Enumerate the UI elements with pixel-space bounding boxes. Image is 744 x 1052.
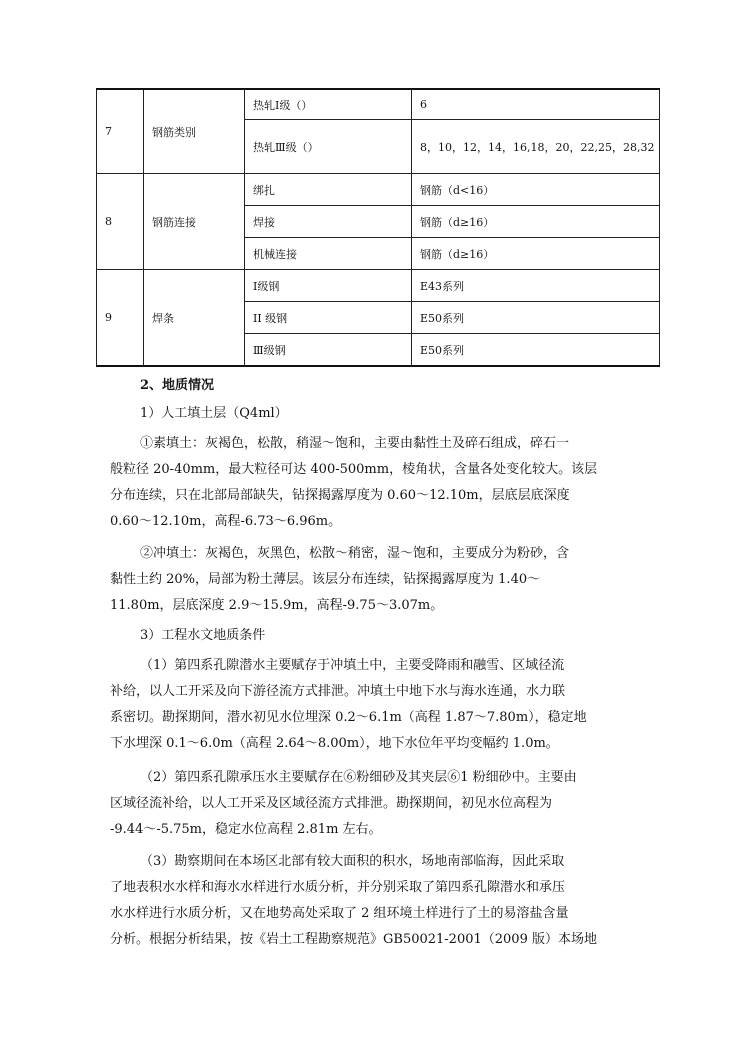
item-name: 热轧Ⅰ级（）	[245, 89, 412, 120]
item-value: 8，10，12，14，16,18，20，22,25，28,32	[412, 120, 660, 174]
paragraph-line: 分布连续，只在北部局部缺失，钻探揭露厚度为 0.60～12.10m，层底层底深度	[110, 488, 570, 503]
item-value: 6	[412, 89, 660, 120]
material-spec-table	[96, 88, 660, 367]
item-name: II 级钢	[245, 302, 412, 334]
section-title: 2、地质情况	[140, 378, 215, 393]
table-row	[97, 174, 660, 206]
subsection-title: 3）工程水文地质条件	[140, 628, 266, 643]
paragraph-line: ②冲填土：灰褐色，灰黑色，松散～稍密，湿～饱和，主要成分为粉砂，含	[140, 546, 570, 561]
item-name: 焊接	[245, 206, 412, 238]
paragraph-line: 水水样进行水质分析，又在地势高处采取了 2 组环境土样进行了土的易溶盐含量	[110, 906, 569, 921]
row-number: 7	[97, 89, 144, 174]
paragraph-line: （1）第四系孔隙潜水主要赋存于冲填土中，主要受降雨和融雪、区域径流	[140, 658, 565, 673]
paragraph-line: （2）第四系孔隙承压水主要赋存在⑥粉细砂及其夹层⑥1 粉细砂中。主要由	[140, 770, 577, 785]
row-category: 钢筋类别	[144, 89, 245, 174]
row-category: 钢筋连接	[144, 174, 245, 270]
paragraph-line: 0.60～12.10m，高程-6.73～6.96m。	[110, 514, 342, 529]
row-category: 焊条	[144, 270, 245, 367]
paragraph-line: -9.44～-5.75m，稳定水位高程 2.81m 左右。	[110, 822, 382, 837]
item-name: Ⅲ级钢	[245, 334, 412, 367]
item-name: Ⅰ级钢	[245, 270, 412, 302]
table-row	[97, 89, 660, 120]
table-row	[97, 270, 660, 302]
item-name: 绑扎	[245, 174, 412, 206]
subsection-title: 1）人工填土层（Q4ml）	[140, 406, 288, 421]
paragraph-line: （3）勘察期间在本场区北部有较大面积的积水，场地南部临海，因此采取	[140, 854, 565, 869]
item-value: E50系列	[412, 302, 660, 334]
item-value: 钢筋（d<16）	[412, 174, 660, 206]
item-value: 钢筋（d≥16）	[412, 206, 660, 238]
paragraph-line: 补给，以人工开采及向下游径流方式排泄。冲填土中地下水与海水连通，水力联	[110, 684, 566, 699]
item-value: 钢筋（d≥16）	[412, 238, 660, 270]
row-number: 9	[97, 270, 144, 367]
item-value: E43系列	[412, 270, 660, 302]
paragraph-line: 11.80m，层底深度 2.9～15.9m，高程-9.75～3.07m。	[110, 598, 444, 613]
item-value: E50系列	[412, 334, 660, 367]
item-name: 机械连接	[245, 238, 412, 270]
paragraph-line: 黏性土约 20%，局部为粉土薄层。该层分布连续，钻探揭露厚度为 1.40～	[110, 572, 541, 587]
item-name: 热轧Ⅲ级（）	[245, 120, 412, 174]
paragraph-line: 系密切。勘探期间，潜水初见水位埋深 0.2～6.1m（高程 1.87～7.80m），稳定地	[110, 710, 587, 725]
paragraph-line: 分析。根据分析结果，按《岩土工程勘察规范》GB50021-2001（2009 版）本场地	[110, 932, 597, 947]
paragraph-line: 区域径流补给，以人工开采及区域径流方式排泄。勘探期间，初见水位高程为	[110, 796, 553, 811]
row-number: 8	[97, 174, 144, 270]
paragraph-line: 般粒径 20-40mm，最大粒径可达 400-500mm，棱角状，含量各处变化较大。该层	[110, 462, 598, 477]
paragraph-line: ①素填土：灰褐色，松散，稍湿～饱和，主要由黏性土及碎石组成，碎石一	[140, 436, 570, 451]
paragraph-line: 下水埋深 0.1～6.0m（高程 2.64～8.00m），地下水位年平均变幅约 1.0m。	[110, 736, 559, 751]
paragraph-line: 了地表积水水样和海水水样进行水质分析，并分别采取了第四系孔隙潜水和承压	[110, 880, 566, 895]
